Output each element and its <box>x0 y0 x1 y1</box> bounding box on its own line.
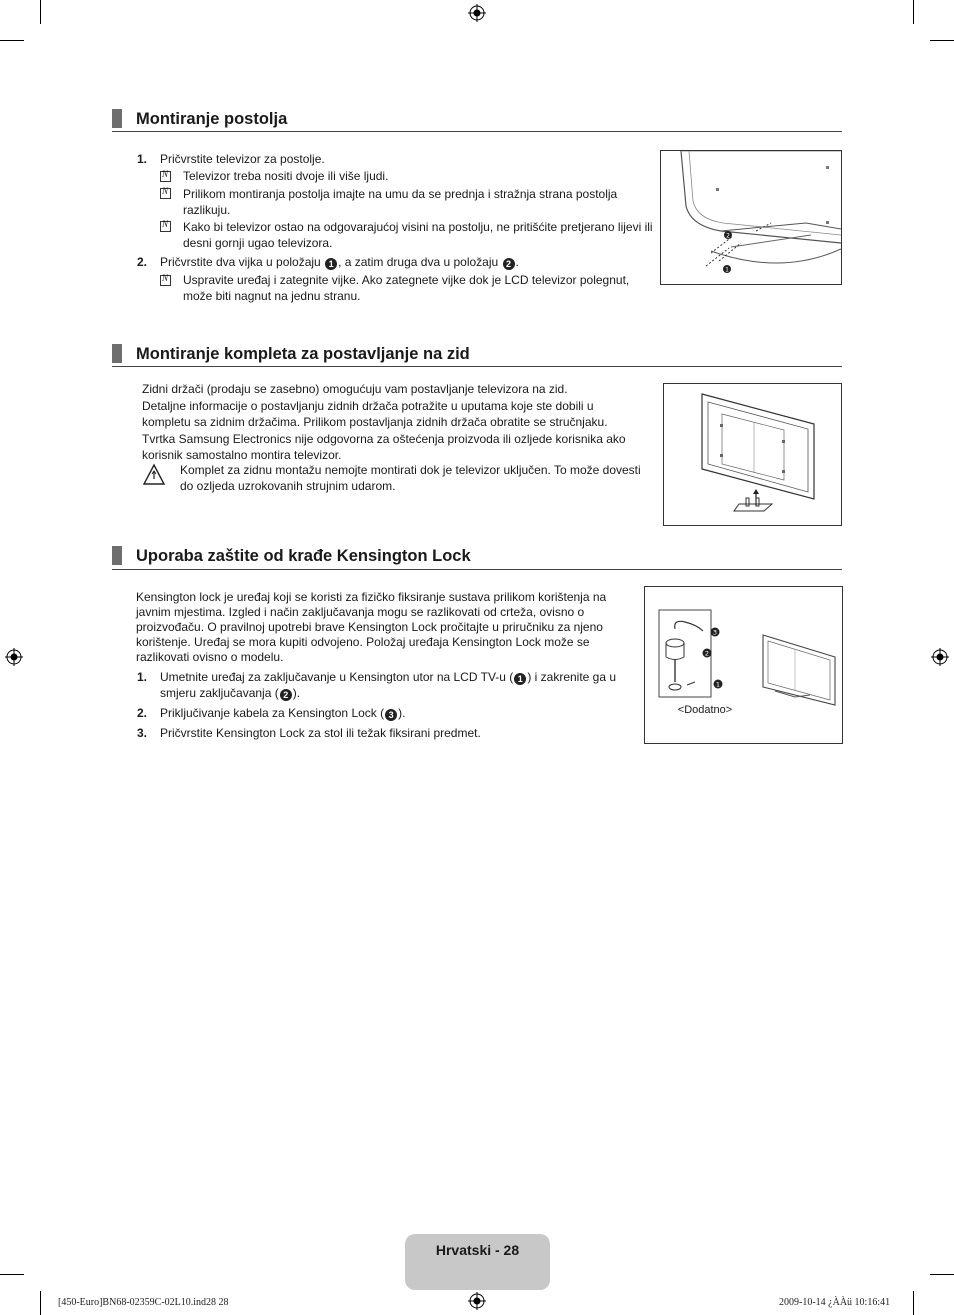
step-text-part: ). <box>292 686 301 700</box>
wall-mount-figure <box>663 383 842 526</box>
paragraph: Detaljne informacije o postavljanju zidnih držača potražite u uputama koje ste dobili u kompletu sa zidnim držačima. Prilikom postavljanja zidnih držača obratite se stručnjaku. <box>142 399 608 429</box>
step-text-part: . <box>515 255 519 269</box>
section-bar <box>112 344 122 363</box>
note-text: Kako bi televizor ostao na odgovarajućoj visini na postolju, ne pritišćite pretjerano lijevi ili desni gornji ugao televizora. <box>183 220 653 250</box>
stand-mounting-figure <box>660 150 842 285</box>
warning-text: Komplet za zidnu montažu nemojte montirati dok je televizor uključen. To može dovesti do ozljeda uzrokovanih strujnim udarom. <box>180 463 641 493</box>
svg-text:1: 1 <box>725 266 729 274</box>
step-text <box>160 705 630 721</box>
print-slug-left: [450-Euro]BN68-02359C-02L10.ind28 28 <box>58 1297 229 1308</box>
registration-mark-icon <box>5 648 23 666</box>
step-number: 3. <box>137 726 148 740</box>
step-text: Pričvrstite Kensington Lock za stol ili težak fiksirani predmet. <box>160 726 481 740</box>
svg-text:1: 1 <box>715 680 721 689</box>
section-title-text: Montiranje kompleta za postavljanje na zid <box>136 345 470 363</box>
registration-mark-icon <box>468 1292 486 1310</box>
tv-stand-illustration <box>661 151 841 284</box>
registration-mark-icon <box>931 648 949 666</box>
note-icon <box>160 171 171 182</box>
step-text-part: ). <box>398 706 406 720</box>
crop-mark <box>913 1291 914 1315</box>
figure-caption: <Dodatno> <box>677 704 733 716</box>
step-text <box>160 669 630 701</box>
wall-mount-illustration <box>664 384 841 525</box>
note-icon <box>160 275 171 286</box>
crop-mark <box>930 1274 954 1275</box>
note-icon <box>160 221 171 232</box>
print-slug-right: 2009-10-14 ¿ÀÀü 10:16:41 <box>779 1297 891 1308</box>
kensington-figure <box>644 586 843 744</box>
step-number: 1. <box>137 152 148 166</box>
step-text-part: Priključivanje kabela za Kensington Lock ( <box>160 706 385 720</box>
section-rule <box>112 131 842 132</box>
marker-2-icon: 2 <box>503 258 515 270</box>
registration-mark-icon <box>468 4 486 22</box>
note-icon <box>160 188 171 199</box>
step-number: 1. <box>137 670 148 684</box>
crop-mark <box>930 40 954 41</box>
crop-mark <box>913 0 914 24</box>
svg-text:2: 2 <box>726 232 730 240</box>
marker-1-icon: 1 <box>325 258 337 270</box>
step-text: Pričvrstite televizor za postolje. <box>160 152 325 166</box>
section-title-text: Montiranje postolja <box>136 110 288 128</box>
section-rule <box>112 366 842 367</box>
paragraph: Zidni držači (prodaju se zasebno) omogućuju vam postavljanje televizora na zid. <box>142 382 568 396</box>
svg-text:2: 2 <box>704 649 710 658</box>
svg-text:3: 3 <box>712 628 718 637</box>
step-number: 2. <box>137 706 148 720</box>
note-text: Televizor treba nositi dvoje ili više ljudi. <box>183 169 389 183</box>
note-text: Uspravite uređaj i zategnite vijke. Ako zategnete vijke dok je LCD televizor polegnut, može biti nagnut na jednu stranu. <box>183 273 630 303</box>
crop-mark <box>40 1291 41 1315</box>
crop-mark <box>0 1274 24 1275</box>
warning-icon <box>142 463 166 487</box>
section-bar <box>112 546 122 565</box>
section-title-text: Uporaba zaštite od krađe Kensington Lock <box>136 547 471 565</box>
kensington-lock-illustration <box>645 587 842 707</box>
crop-mark <box>0 40 24 41</box>
marker-2-icon: 2 <box>280 689 292 701</box>
paragraph: Kensington lock je uređaj koji se koristi za fizičko fiksiranje sustava prilikom korištenja na javnim mjestima. Izgled i način zaključavanja mogu se razlikovati od crteža, ovisno o proizvođaču. O pravilnoj upotrebi brave Kensington Lock pročitajte u priručniku za njeno korištenje. Uređaj se mora kupiti odvojeno. Položaj uređaja Kensington Lock može se razlikovati ovisno o modelu. <box>136 590 607 664</box>
page-label: Hrvatski - 28 <box>435 1242 520 1258</box>
note-text: Prilikom montiranja postolja imajte na umu da se prednja i stražnja strana postolja razlikuju. <box>183 187 618 217</box>
marker-3-icon: 3 <box>385 709 397 721</box>
section-bar <box>112 109 122 128</box>
section-rule <box>112 569 842 570</box>
step-text-part: Umetnite uređaj za zaključavanje u Kensington utor na LCD TV-u ( <box>160 670 514 684</box>
step-text-part: Pričvrstite dva vijka u položaju <box>160 255 321 269</box>
step-text-part: , a zatim druga dva u položaju <box>338 255 499 269</box>
crop-mark <box>40 0 41 24</box>
step-text <box>160 254 640 270</box>
step-number: 2. <box>137 255 148 269</box>
step-text-part: ) i zakrenite ga u smjeru zaključavanja ( <box>160 670 617 700</box>
paragraph: Tvrtka Samsung Electronics nije odgovorna za oštećenja proizvoda ili ozljede korisnika ako korisnik samostalno montira televizor. <box>142 432 626 462</box>
marker-1-icon: 1 <box>514 673 526 685</box>
